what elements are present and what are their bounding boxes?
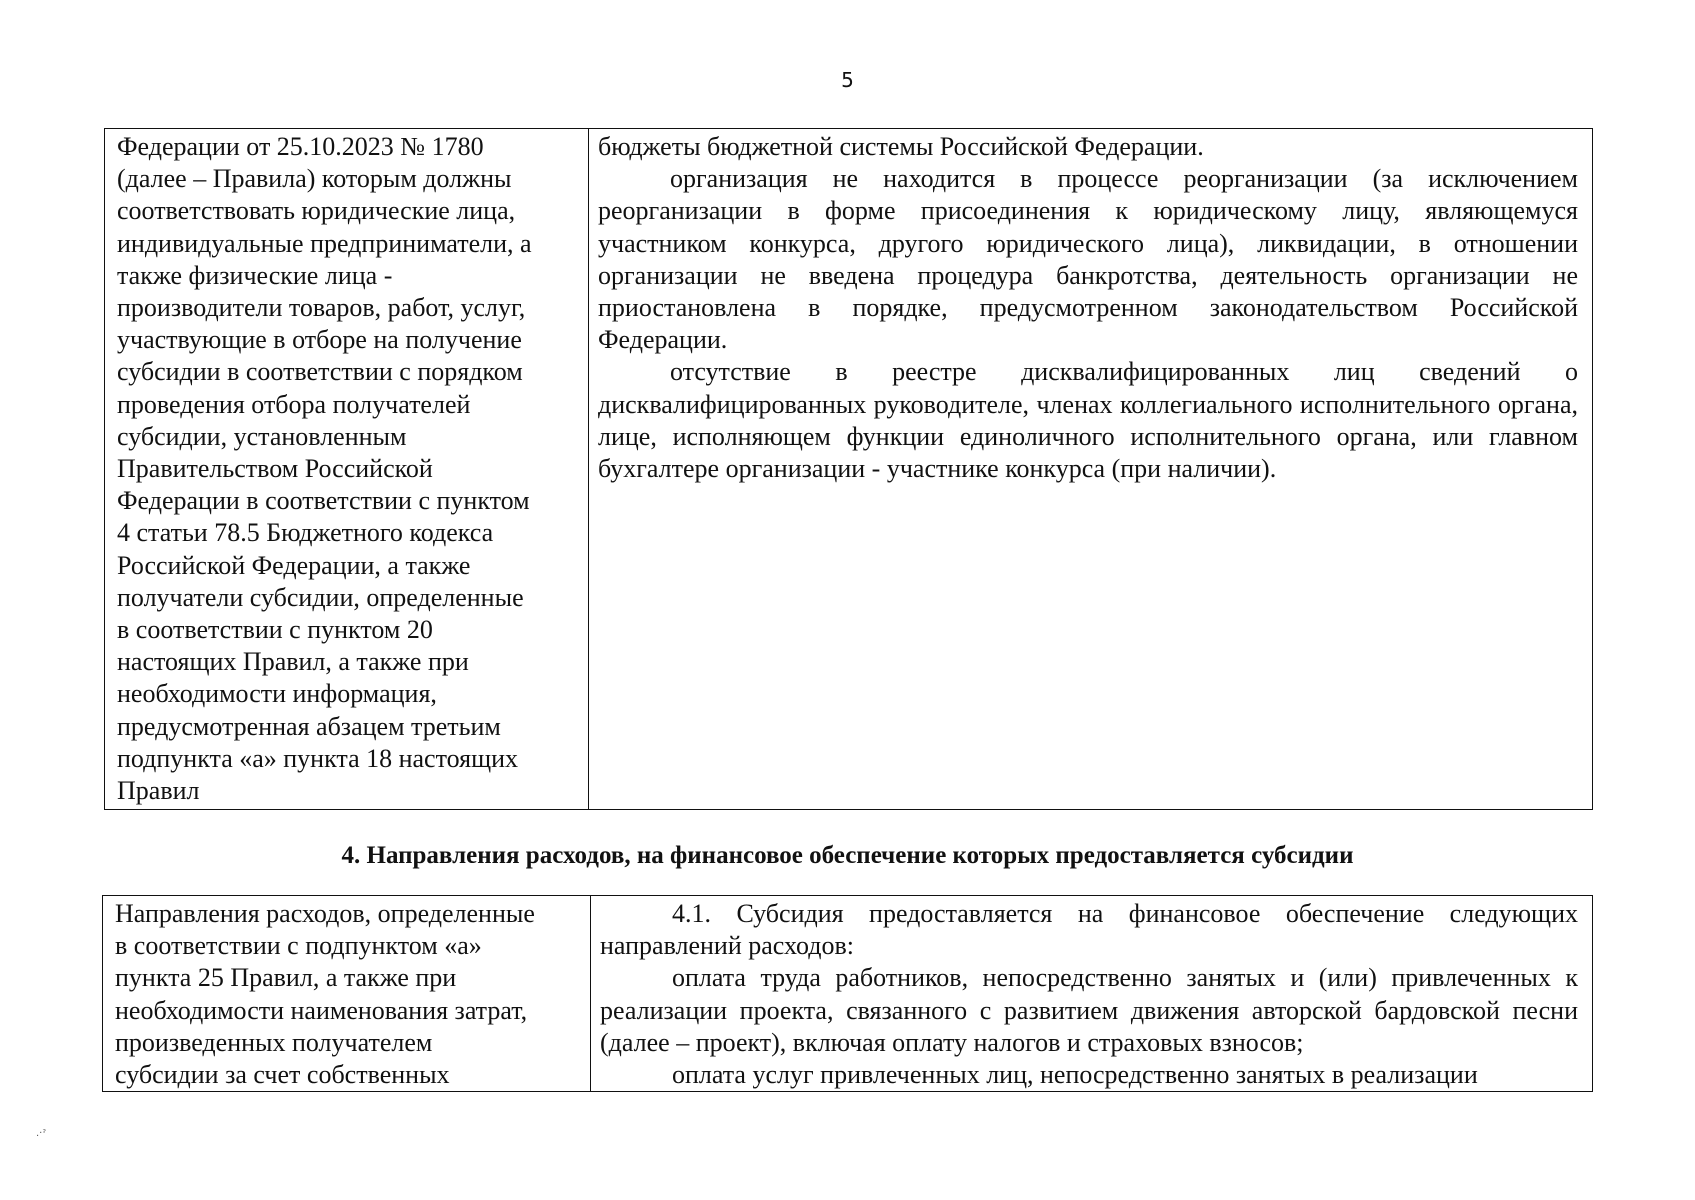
expenses-table (102, 895, 1593, 1092)
paragraph: бюджеты бюджетной системы Российской Федерации. (598, 132, 1204, 161)
text-line: проведения отбора получателей (117, 389, 471, 419)
requirements-left-cell (105, 129, 589, 810)
text-line: пункта 25 Правил, а также при (115, 963, 457, 993)
text-line: Направления расходов, определенные (115, 899, 535, 928)
table-row (103, 896, 1593, 1092)
text-line: Правил (117, 776, 200, 806)
text-line: произведенных получателем (115, 1027, 433, 1057)
scan-artifact: .·ˀ (36, 1128, 47, 1139)
text-line: производители товаров, работ, услуг, (117, 293, 526, 323)
table-row (105, 129, 1593, 810)
text-line: подпункта «а» пункта 18 настоящих (117, 743, 519, 773)
text-line: участвующие в отборе на получение (117, 325, 522, 355)
text-line: в соответствии с подпунктом «а» (115, 931, 482, 961)
section-heading: 4. Направления расходов, на финансовое обеспечение которых предоставляется субсидии (341, 842, 1354, 869)
expenses-right-cell (591, 896, 1593, 1092)
text-line: Правительством Российской (117, 454, 433, 484)
text-line: (далее – Правила) которым должны (117, 164, 512, 194)
text-line: субсидии за счет собственных (115, 1060, 450, 1090)
text-line: Федерации от 25.10.2023 № 1780 (117, 132, 484, 161)
text-line: необходимости наименования затрат, (115, 995, 528, 1025)
page-number: 5 (841, 68, 854, 92)
text-line: получатели субсидии, определенные (117, 582, 524, 612)
requirements-table (104, 128, 1593, 810)
text-line: индивидуальные предприниматели, а (117, 228, 532, 258)
text-line: 4 статьи 78.5 Бюджетного кодекса (117, 518, 494, 548)
expenses-left-cell (103, 896, 591, 1092)
paragraph: 4.1. Субсидия предоставляется на финансовое обеспечение следующих направлений расходов: (600, 899, 1578, 961)
text-line: субсидии в соответствии с порядком (117, 357, 523, 387)
paragraph: оплата труда работников, непосредственно занятых и (или) привлеченных к реализации проекта, связанного с развитием движения авторской бардовской песни (далее – проект), включая оплату налогов и страховых взносов; (600, 963, 1578, 1057)
text-line: настоящих Правил, а также при (117, 647, 469, 677)
paragraph: организация не находится в процессе реорганизации (за исключением реорганизации в форме присоединения к юридическому лицу, являющемуся участником конкурса, другого юридического лица), ликвидации, в отношении организации не введена процедура банкротства, деятельность организации не приостановлена в порядке, предусмотренном законодательством Российской Федерации. (598, 164, 1578, 355)
paragraph: оплата услуг привлеченных лиц, непосредственно занятых в реализации (672, 1060, 1478, 1090)
requirements-right-cell (589, 129, 1593, 810)
text-line: предусмотренная абзацем третьим (117, 711, 501, 741)
text-line: соответствовать юридические лица, (117, 196, 516, 226)
text-line: в соответствии с пунктом 20 (117, 615, 433, 645)
text-line: Российской Федерации, а также (117, 550, 471, 580)
text-line: субсидии, установленным (117, 421, 407, 451)
text-line: Федерации в соответствии с пунктом (117, 486, 530, 516)
paragraph: отсутствие в реестре дисквалифицированных лиц сведений о дисквалифицированных руководителе, членах коллегиального исполнительного органа, лице, исполняющем функции единоличного исполнительного органа, или главном бухгалтере организации - участнике конкурса (при наличии). (598, 357, 1578, 484)
text-line: необходимости информация, (117, 679, 437, 709)
text-line: также физические лица - (117, 260, 393, 290)
